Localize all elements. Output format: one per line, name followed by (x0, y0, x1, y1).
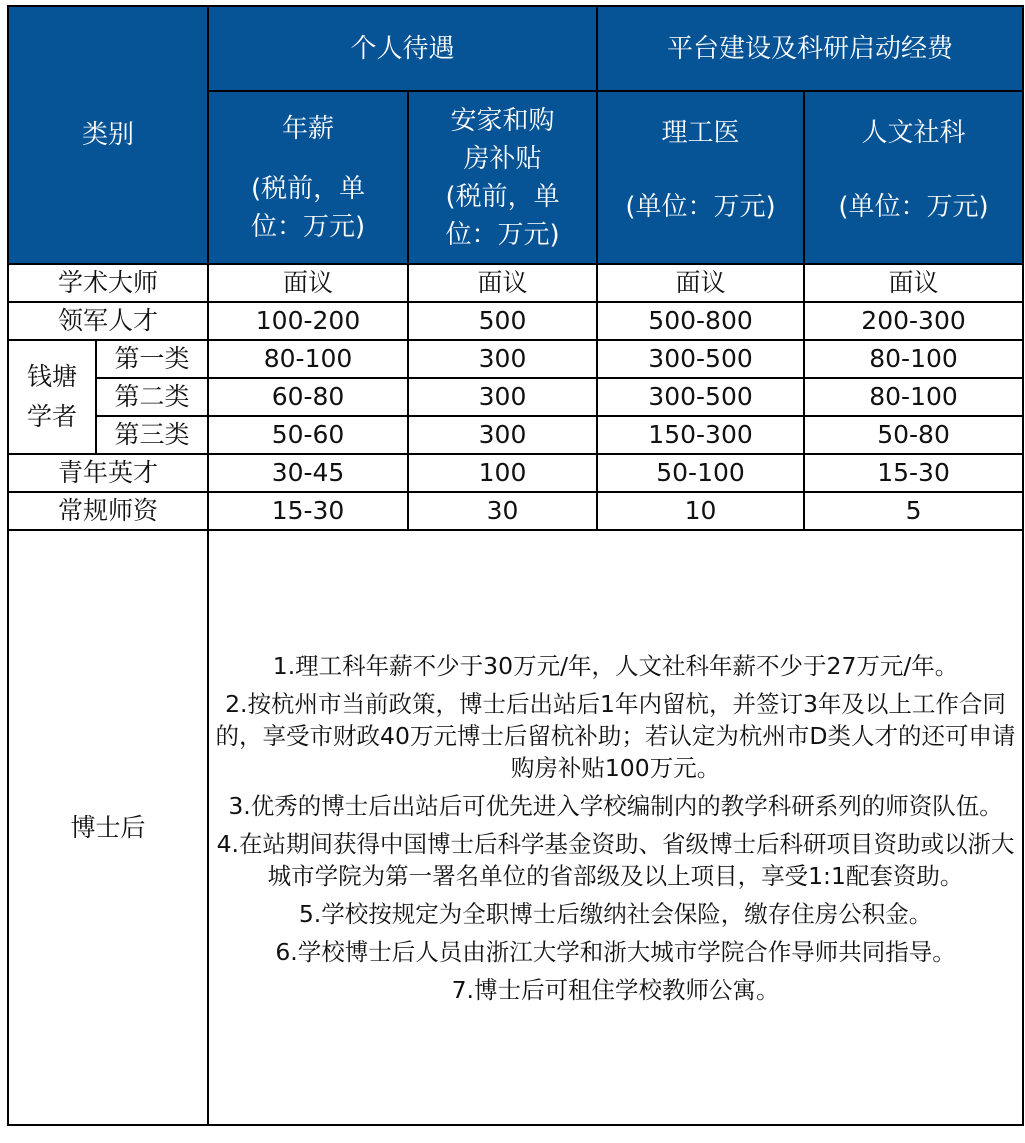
postdoc-category: 博士后 (8, 530, 208, 1125)
postdoc-row (8, 530, 1023, 1125)
header-annual-salary-title: 年薪 (282, 113, 335, 144)
cell-salary: 60-80 (208, 378, 408, 416)
table-row (8, 416, 1023, 454)
postdoc-note: 6.学校博士后人员由浙江大学和浙大城市学院合作导师共同指导。 (275, 937, 956, 966)
cell-humanities: 80-100 (804, 378, 1023, 416)
cell-science: 150-300 (597, 416, 804, 454)
row-subcategory: 第一类 (96, 340, 208, 378)
header-humanities-social-sciences (804, 91, 1023, 264)
header-humanities-unit: (单位：万元) (838, 191, 989, 222)
cell-salary: 15-30 (208, 492, 408, 530)
cell-science: 300-500 (597, 378, 804, 416)
cell-science: 300-500 (597, 340, 804, 378)
cell-housing: 300 (408, 340, 597, 378)
cell-humanities: 80-100 (804, 340, 1023, 378)
cell-science: 50-100 (597, 454, 804, 492)
cell-housing: 面议 (408, 264, 597, 302)
postdoc-note: 5.学校按规定为全职博士后缴纳社会保险，缴存住房公积金。 (298, 899, 933, 928)
cell-housing: 300 (408, 378, 597, 416)
row-category: 青年英才 (8, 454, 208, 492)
qiantang-scholar-group (8, 340, 96, 454)
cell-science: 500-800 (597, 302, 804, 340)
cell-salary: 100-200 (208, 302, 408, 340)
header-humanities-title: 人文社科 (861, 117, 966, 148)
postdoc-note: 3.优秀的博士后出站后可优先进入学校编制内的教学科研系列的师资队伍。 (228, 791, 1003, 820)
table-row (8, 492, 1023, 530)
header-category: 类别 (8, 6, 208, 264)
cell-salary: 50-60 (208, 416, 408, 454)
cell-humanities: 200-300 (804, 302, 1023, 340)
table-row (8, 340, 1023, 378)
cell-salary: 30-45 (208, 454, 408, 492)
cell-housing: 30 (408, 492, 597, 530)
header-platform-funding: 平台建设及科研启动经费 (597, 6, 1023, 91)
row-subcategory: 第三类 (96, 416, 208, 454)
row-category: 学术大师 (8, 264, 208, 302)
cell-humanities: 15-30 (804, 454, 1023, 492)
cell-salary: 面议 (208, 264, 408, 302)
table-row (8, 454, 1023, 492)
cell-science: 面议 (597, 264, 804, 302)
table-row (8, 302, 1023, 340)
talent-policy-table (7, 5, 1024, 1126)
postdoc-note: 7.博士后可租住学校教师公寓。 (451, 975, 780, 1004)
qiantang-scholar-label: 钱塘学者 (26, 362, 77, 431)
cell-humanities: 5 (804, 492, 1023, 530)
table-row (8, 264, 1023, 302)
header-science-unit: (单位：万元) (625, 191, 776, 222)
header-annual-salary-unit: (税前，单位：万元) (250, 173, 366, 242)
cell-housing: 300 (408, 416, 597, 454)
row-subcategory: 第二类 (96, 378, 208, 416)
cell-salary: 80-100 (208, 340, 408, 378)
cell-humanities: 50-80 (804, 416, 1023, 454)
row-category: 常规师资 (8, 492, 208, 530)
row-category: 领军人才 (8, 302, 208, 340)
table-row (8, 378, 1023, 416)
postdoc-note: 1.理工科年薪不少于30万元/年，人文社科年薪不少于27万元/年。 (272, 651, 959, 680)
cell-science: 10 (597, 492, 804, 530)
header-housing-subsidy-title: 安家和购房补贴 (450, 105, 555, 174)
cell-housing: 500 (408, 302, 597, 340)
header-science-engineering-medicine (597, 91, 804, 264)
cell-humanities: 面议 (804, 264, 1023, 302)
header-annual-salary (208, 91, 408, 264)
postdoc-note: 4.在站期间获得中国博士后科学基金资助、省级博士后科研项目资助或以浙大城市学院为第一署名单位的省部级及以上项目，享受1:1配套资助。 (216, 829, 1015, 890)
header-science-title: 理工医 (661, 117, 740, 148)
header-housing-subsidy (408, 91, 597, 264)
postdoc-notes (208, 530, 1023, 1125)
cell-housing: 100 (408, 454, 597, 492)
header-personal-benefits: 个人待遇 (208, 6, 597, 91)
postdoc-note: 2.按杭州市当前政策，博士后出站后1年内留杭，并签订3年及以上工作合同的，享受市财政40万元博士后留杭补助；若认定为杭州市D类人才的还可申请购房补贴100万元。 (215, 689, 1016, 782)
header-housing-subsidy-unit: (税前，单位：万元) (445, 181, 560, 250)
